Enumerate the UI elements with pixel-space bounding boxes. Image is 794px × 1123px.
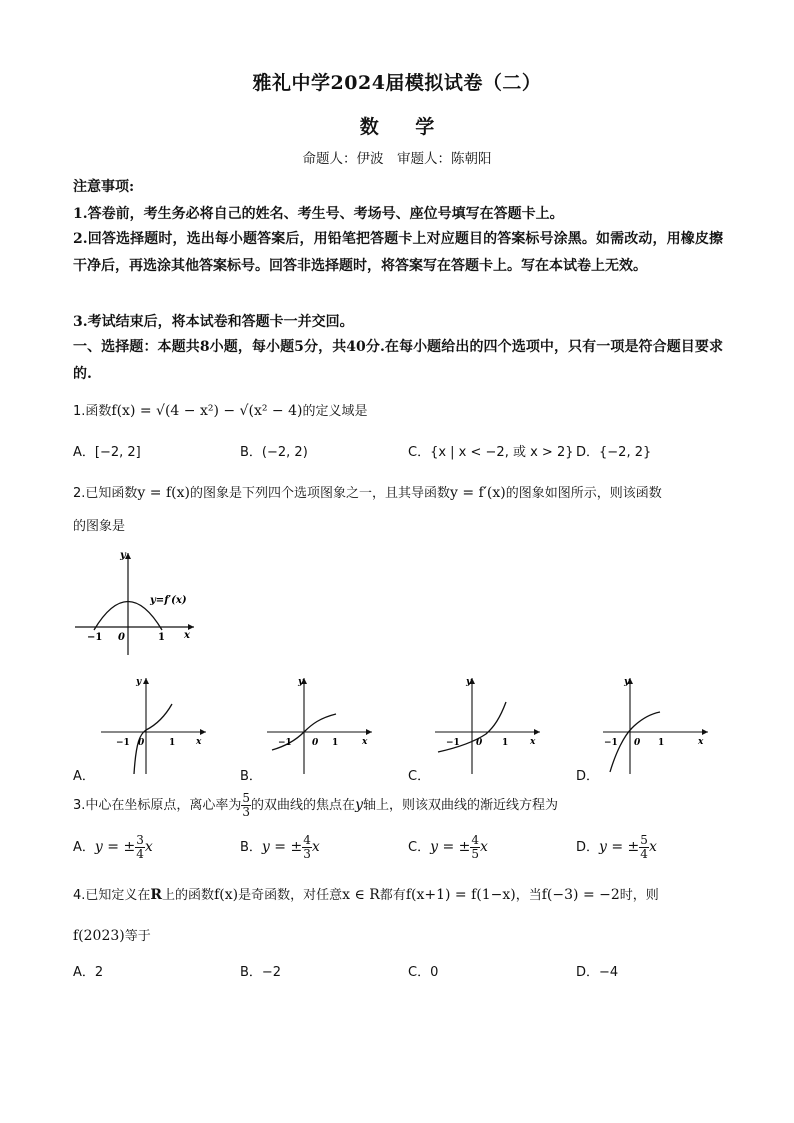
svg-text:0: 0 <box>138 738 145 748</box>
svg-text:1: 1 <box>658 738 665 748</box>
q4-option-d: D．−4 <box>576 965 619 980</box>
derivative-graph <box>70 545 200 660</box>
note-item-1: 1.答卷前，考生务必将自己的姓名、考生号、考场号、座位号填写在答题卡上。 <box>73 206 564 222</box>
svg-text:−1: −1 <box>446 738 460 748</box>
q2-graph-d <box>598 672 713 777</box>
note-item-2: 2.回答选择题时，选出每小题答案后，用铅笔把答题卡上对应题目的答案标号涂黑。如需改动，用橡皮擦干净后，再选涂其他答案标号。回答非选择题时，将答案写在答题卡上。写在本试卷上无效。 <box>73 231 723 274</box>
svg-text:y: y <box>466 677 472 687</box>
q4-line-2: f(2023)等于 <box>73 928 151 944</box>
exam-title: 雅礼中学2024届模拟试卷（二） <box>252 72 542 94</box>
svg-text:x: x <box>530 737 536 747</box>
y-axis-arrow <box>125 553 131 559</box>
q1-suffix: 的定义域是 <box>302 404 368 419</box>
q2-graph-c <box>430 672 545 777</box>
svg-text:0: 0 <box>634 738 641 748</box>
q2-option-b: B． <box>240 769 262 784</box>
curve-label: y=f′(x) <box>150 595 187 606</box>
question-4: 4.已知定义在R上的函数f(x)是奇函数，对任意x ∈ R都有f(x+1) = f(1−x)，当f(−3) = −2时，则 <box>73 887 659 903</box>
q3-option-d: D．y = ± $\frac{5}{4}$ x <box>576 833 657 861</box>
q2-option-a: A． <box>73 769 95 784</box>
q1-option-b: B．(−2, 2) <box>240 445 308 460</box>
q3-text-2: 的双曲线的焦点在 <box>251 798 356 813</box>
tick-1: 1 <box>158 632 165 643</box>
svg-text:0: 0 <box>312 738 319 748</box>
q2-text-2: 的图象是下列四个选项图象之一，且其导函数 <box>189 486 450 501</box>
q2-option-d: D． <box>576 769 600 784</box>
svg-text:1: 1 <box>502 738 509 748</box>
q2-expr-1: y = f(x) <box>137 485 190 501</box>
svg-text:−1: −1 <box>278 738 292 748</box>
q4-option-c: C．0 <box>408 965 439 980</box>
question-3 <box>73 792 558 819</box>
section-heading: 一、选择题：本题共8小题，每小题5分，共40分.在每小题给出的四个选项中，只有一项是符合题目要求的. <box>73 339 723 382</box>
q1-option-d: D．{−2, 2} <box>576 445 652 460</box>
svg-text:x: x <box>362 737 368 747</box>
q3-text-3: 轴上，则该双曲线的渐近线方程为 <box>362 798 558 813</box>
q1-option-c: C．{x | x < −2, 或 x > 2} <box>408 445 574 460</box>
svg-text:1: 1 <box>169 738 176 748</box>
question-1 <box>73 400 367 419</box>
note-item-3: 3.考试结束后，将本试卷和答题卡一并交回。 <box>73 314 354 330</box>
svg-text:x: x <box>698 737 704 747</box>
q2-graph-b <box>262 672 377 777</box>
svg-text:y: y <box>624 677 630 687</box>
q2-expr-2: y = f′(x) <box>449 485 506 501</box>
q4-option-a: A．2 <box>73 965 104 980</box>
question-2 <box>73 482 662 501</box>
q3-eccentricity: $\frac{5}{3}$ <box>242 791 251 819</box>
svg-text:y: y <box>136 677 142 687</box>
q3-option-c: C．y = ± $\frac{4}{5}$ x <box>408 833 488 861</box>
q1-expression: f(x) = √(4 − x²) − √(x² − 4) <box>111 403 303 419</box>
tick-neg-1: −1 <box>87 632 103 643</box>
q2-text-4: 的图象是 <box>73 519 126 534</box>
svg-text:1: 1 <box>332 738 339 748</box>
tick-0: 0 <box>118 632 125 643</box>
notes-heading: 注意事项: <box>73 179 135 195</box>
svg-text:−1: −1 <box>604 738 618 748</box>
svg-text:x: x <box>196 737 202 747</box>
svg-text:−1: −1 <box>116 738 130 748</box>
q2-graph-a <box>96 672 211 777</box>
q2-text-3: 的图象如图所示，则该函数 <box>505 486 662 501</box>
x-axis-label: x <box>184 630 190 641</box>
q2-text-1: 2.已知函数 <box>73 486 138 501</box>
q4-option-b: B．−2 <box>240 965 282 980</box>
q3-option-a: A．y = ± $\frac{3}{4}$ x <box>73 833 153 861</box>
q3-axis: y <box>355 797 363 813</box>
y-axis-label: y <box>120 550 126 561</box>
q3-option-b: B．y = ± $\frac{4}{3}$ x <box>240 833 320 861</box>
q1-option-a: A．[−2, 2] <box>73 445 141 460</box>
author-line: 命题人：伊波 审题人：陈朝阳 <box>302 151 492 167</box>
subject-title: 数 学 <box>359 116 435 138</box>
svg-text:y: y <box>298 677 304 687</box>
svg-text:0: 0 <box>476 738 483 748</box>
q2-option-c: C． <box>408 769 431 784</box>
q1-prefix: 1.函数 <box>73 404 112 419</box>
q3-text-1: 3.中心在坐标原点，离心率为 <box>73 798 242 813</box>
